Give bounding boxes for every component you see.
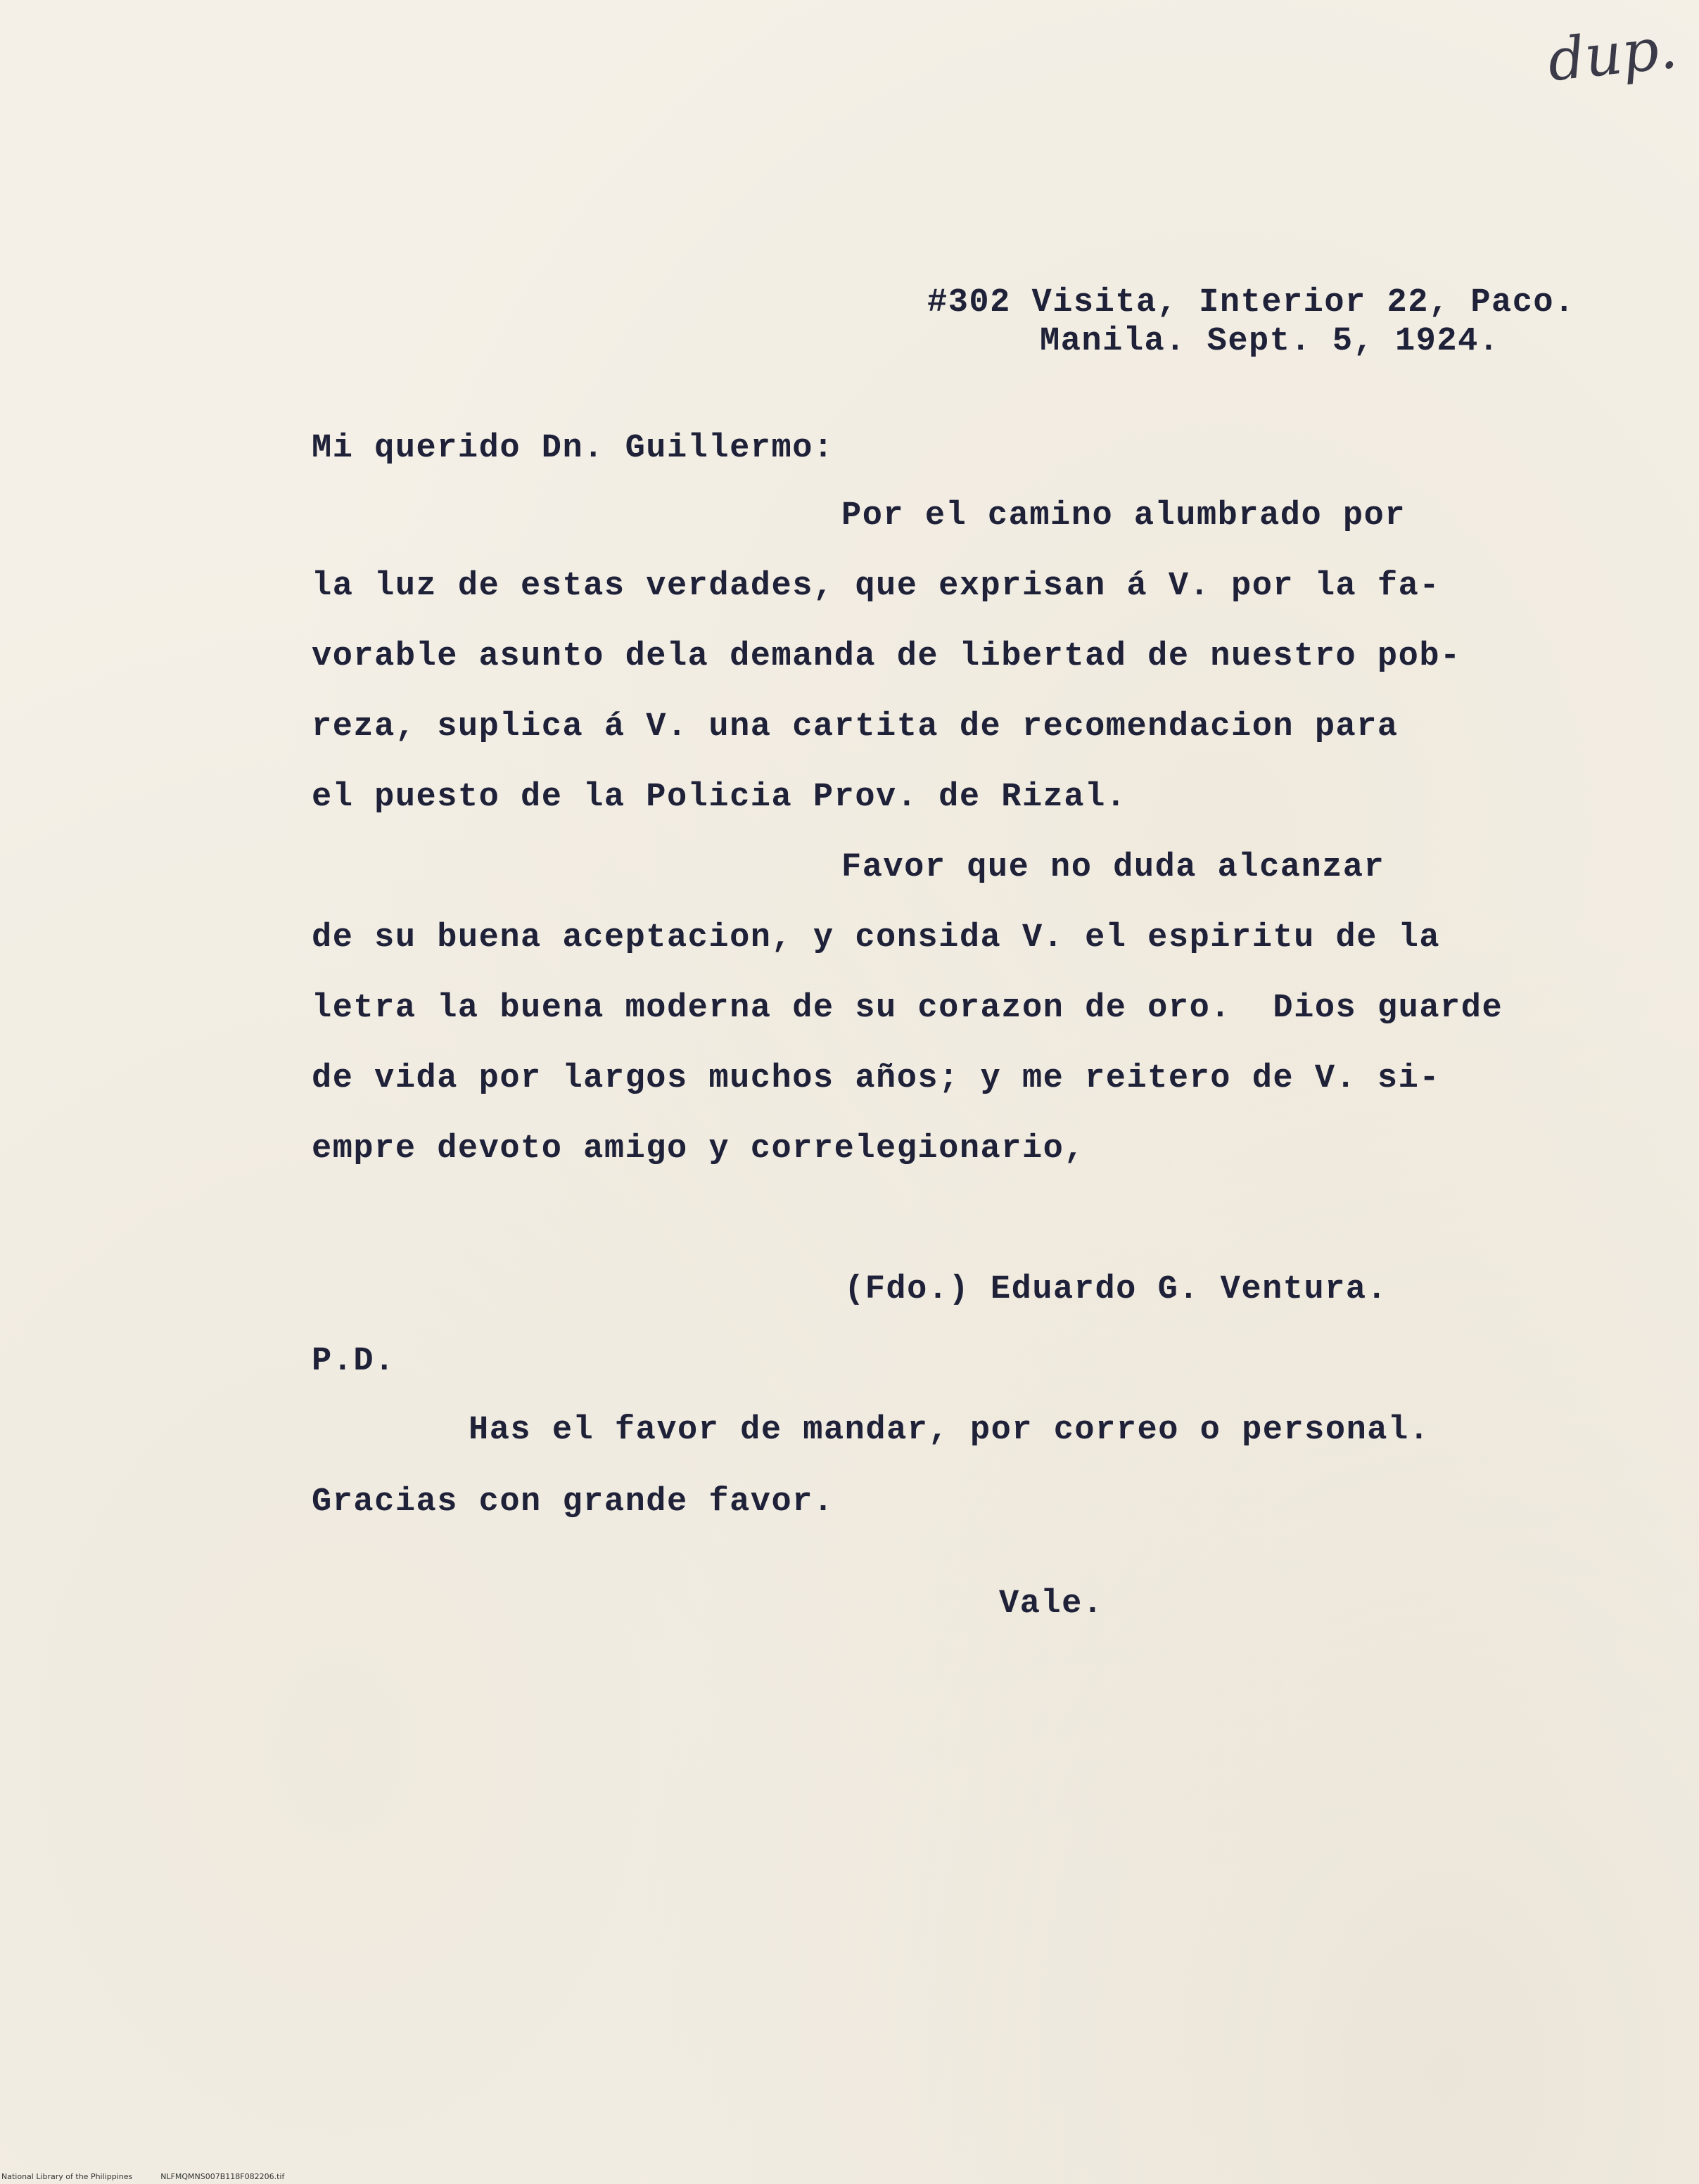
paragraph-2-line-4: de vida por largos muchos años; y me reitero de V. si- [312,1060,1441,1097]
paragraph-1-line-3: vorable asunto dela demanda de libertad de nuestro pob- [312,638,1461,675]
paragraph-1-line-5: el puesto de la Policia Prov. de Rizal. [312,779,1127,816]
handwritten-annotation: dup. [1544,14,1681,95]
scan-footer [1,2172,312,2182]
postscript-heading: P.D. [312,1343,395,1380]
paragraph-2-line-3: letra la buena moderna de su corazon de oro. Dios guarde [312,990,1503,1027]
address-line-2: Manila. Sept. 5, 1924. [1040,323,1500,360]
postscript-closing: Vale. [999,1585,1104,1623]
signature: (Fdo.) Eduardo G. Ventura. [844,1271,1388,1308]
postscript-line-2: Gracias con grande favor. [312,1483,834,1521]
paragraph-2-line-5: empre devoto amigo y correlegionario, [312,1130,1086,1168]
paragraph-1-line-2: la luz de estas verdades, que exprisan á V. por la fa- [312,568,1441,605]
footer-filename: NLFMQMNS007B118F082206.tif [160,2172,285,2181]
paragraph-1-line-1: Por el camino alumbrado por [841,497,1406,535]
postscript-line-1: Has el favor de mandar, por correo o personal. [469,1412,1430,1449]
address-line-1: #302 Visita, Interior 22, Paco. [927,284,1575,321]
paragraph-1-line-4: reza, suplica á V. una cartita de recomendacion para [312,708,1399,746]
paragraph-2-line-1: Favor que no duda alcanzar [841,849,1385,886]
footer-institution: National Library of the Philippines [1,2172,133,2181]
salutation: Mi querido Dn. Guillermo: [312,430,834,467]
paragraph-2-line-2: de su buena aceptacion, y consida V. el espiritu de la [312,919,1441,957]
